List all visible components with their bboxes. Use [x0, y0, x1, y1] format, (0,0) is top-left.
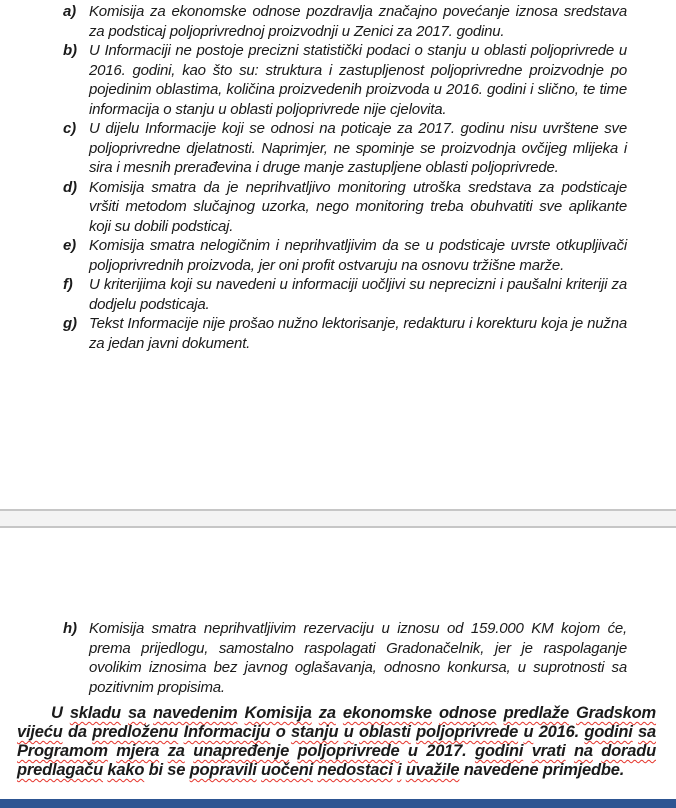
list-item-text: Komisija smatra da je neprihvatljivo monitoring utroška sredstava za podsticaje vršiti metodom slučajnog uzorka, nego monitoring treba obuhvatiti sve aplikante koji su dobili podsticaj.	[89, 178, 627, 235]
misspelled-word: u	[343, 723, 354, 741]
misspelled-word: unapređenje	[193, 742, 290, 760]
word: 2017.	[426, 742, 467, 760]
misspelled-word: Gradskom	[576, 704, 657, 722]
list-item-label: d)	[63, 178, 77, 196]
list-item-label: e)	[63, 237, 76, 254]
word: 2016.	[538, 723, 579, 741]
misspelled-word: poljoprivrede	[416, 723, 519, 741]
misspelled-word: stanju	[290, 723, 339, 741]
misspelled-word: godini	[474, 742, 524, 760]
list-item-text: U dijelu Informacije koji se odnosi na poticaje za 2017. godinu nisu uvrštene sve poljoprivredne djelatnosti. Naprimjer, ne spominje se proizvodnja ovčijeg mlijeka i sira i mesnih prerađevina i druge manje zastupljene oblasti poljoprivrede.	[89, 120, 627, 176]
word: U	[51, 704, 63, 722]
list-item-text: Komisija smatra nelogičnim i neprihvatljivim da se u podsticaje uvrste otkupljivači poljoprivrednih proizvoda, jer oni profit ostvaruju na osnovu tržišne marže.	[89, 237, 627, 274]
page-break-separator	[0, 509, 676, 528]
misspelled-word: za	[318, 704, 336, 722]
misspelled-word: mjera	[116, 742, 160, 760]
window-bottom-bar	[0, 799, 676, 808]
misspelled-word: Programom	[17, 742, 108, 760]
list-item	[63, 178, 627, 237]
misspelled-word: predlagaču	[17, 761, 104, 779]
misspelled-word: odnose	[439, 704, 497, 722]
list-item-text: U kriterijima koji su navedeni u informaciji uočljivi su neprecizni i paušalni kriteriji za dodjelu podsticaja.	[89, 276, 627, 313]
misspelled-word: godini	[584, 723, 633, 741]
misspelled-word: navedenim	[153, 704, 238, 722]
word: primjedbe.	[542, 761, 625, 779]
list-item-label: b)	[63, 42, 77, 59]
misspelled-word: i	[396, 761, 402, 779]
misspelled-word: za	[167, 742, 185, 760]
list-item	[63, 41, 627, 119]
misspelled-word: popravili	[189, 761, 257, 779]
list-item-text: Tekst Informacije nije prošao nužno lektorisanje, redakturu i korekturu koja je nužna za jedan javni dokument.	[89, 315, 627, 352]
list-item-text: U Informaciji ne postoje precizni statistički podaci o stanju u oblasti poljoprivrede u 2016. godini, kao što su: struktura i zastupljenost poljoprivredne proizvodnje po pojedinim oblastima, količina proizvedenih proizvoda u 2016. godini i slično, te time informacija o stanju u oblasti poljoprivrede nije cjelovita.	[89, 42, 627, 118]
list-item	[63, 314, 627, 353]
word: o	[275, 723, 286, 741]
misspelled-word: vrati	[531, 742, 566, 760]
misspelled-word: kako	[107, 761, 145, 779]
misspelled-word: sa	[638, 723, 656, 741]
misspelled-word: vijeću	[17, 723, 63, 741]
misspelled-word: u	[523, 723, 534, 741]
remarks-list-h	[63, 619, 627, 697]
word: navedene	[463, 761, 539, 779]
misspelled-word: na	[573, 742, 593, 760]
list-item-label: f)	[63, 276, 73, 293]
word: bi	[148, 761, 163, 779]
remarks-list-a-g	[63, 2, 627, 353]
misspelled-word: uvažile	[405, 761, 460, 779]
list-item-label: g)	[63, 315, 77, 332]
misspelled-word: doradu	[601, 742, 656, 760]
list-item	[63, 236, 627, 275]
list-item-text: Komisija za ekonomske odnose pozdravlja značajno povećanje iznosa sredstava za podsticaj poljoprivrednoj proizvodnji u Zenici za 2017. godinu.	[89, 3, 627, 40]
list-item	[63, 2, 627, 41]
misspelled-word: Komisija	[244, 704, 312, 722]
misspelled-word: predloženu	[92, 723, 179, 741]
misspelled-word: u	[407, 742, 418, 760]
misspelled-word: sa	[127, 704, 146, 722]
misspelled-word: Informaciju	[183, 723, 271, 741]
misspelled-word: predlaže	[503, 704, 569, 722]
list-item	[63, 619, 627, 697]
list-item-label: c)	[63, 120, 76, 137]
misspelled-word: poljoprivrede	[297, 742, 400, 760]
misspelled-word: ekonomske	[342, 704, 432, 722]
list-item-text: Komisija smatra neprihvatljivim rezervaciju u iznosu od 159.000 KM kojom će, prema prijedlogu, samostalno raspolagati Gradonačelnik, jer je raspolaganje ovolikim iznosima bez javnog oglašavanja, odnosno konkursa, u suprotnosti sa pozitivnim propisima.	[89, 620, 627, 696]
word: se	[167, 761, 186, 779]
misspelled-word: skladu	[69, 704, 121, 722]
closing-paragraph	[17, 704, 656, 780]
list-item-label: a)	[63, 3, 76, 20]
list-item	[63, 275, 627, 314]
list-item-label: h)	[63, 620, 77, 637]
misspelled-word: nedostaci	[317, 761, 393, 779]
misspelled-word: oblasti	[358, 723, 411, 741]
list-item	[63, 119, 627, 178]
misspelled-word: uočeni	[260, 761, 313, 779]
word: da	[67, 723, 87, 741]
